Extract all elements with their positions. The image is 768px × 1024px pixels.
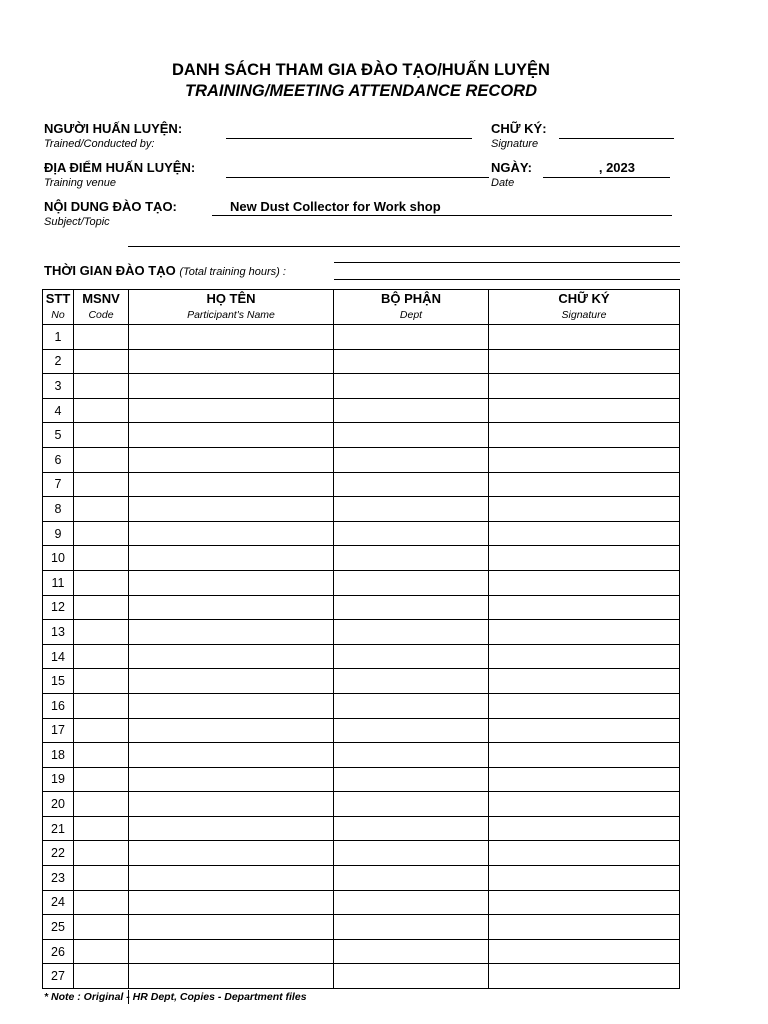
row-number-cell: 21 xyxy=(43,816,74,841)
dept-cell[interactable] xyxy=(334,669,489,694)
participant-name-cell[interactable] xyxy=(129,693,334,718)
subject-field[interactable] xyxy=(212,215,672,216)
participant-name-cell[interactable] xyxy=(129,595,334,620)
participant-name-cell[interactable] xyxy=(129,521,334,546)
column-header-dept: BỘ PHẬN Dept xyxy=(334,290,489,325)
dept-cell[interactable] xyxy=(334,841,489,866)
column-header-code: MSNV Code xyxy=(74,290,129,325)
table-row xyxy=(43,644,680,669)
row-number-cell: 1 xyxy=(43,325,74,350)
employee-code-cell[interactable] xyxy=(74,718,129,743)
table-row xyxy=(43,841,680,866)
dept-cell[interactable] xyxy=(334,521,489,546)
participant-name-cell[interactable] xyxy=(129,349,334,374)
signature-cell[interactable] xyxy=(489,497,680,522)
row-number-cell: 15 xyxy=(43,669,74,694)
signature-cell[interactable] xyxy=(489,718,680,743)
participant-name-cell[interactable] xyxy=(129,767,334,792)
signature-cell[interactable] xyxy=(489,792,680,817)
row-number-cell: 25 xyxy=(43,915,74,940)
signature-cell[interactable] xyxy=(489,964,680,989)
dept-cell[interactable] xyxy=(334,767,489,792)
dept-cell[interactable] xyxy=(334,447,489,472)
row-number-cell: 26 xyxy=(43,939,74,964)
table-row xyxy=(43,349,680,374)
employee-code-cell[interactable] xyxy=(74,325,129,350)
trainer-field[interactable] xyxy=(226,138,472,139)
row-number-cell: 17 xyxy=(43,718,74,743)
participant-name-cell[interactable] xyxy=(129,325,334,350)
signature-cell[interactable] xyxy=(489,915,680,940)
employee-code-cell[interactable] xyxy=(74,693,129,718)
participant-name-cell[interactable] xyxy=(129,374,334,399)
dept-cell[interactable] xyxy=(334,374,489,399)
venue-sublabel: Training venue xyxy=(44,177,116,189)
participant-name-cell[interactable] xyxy=(129,718,334,743)
column-header-no: STT No xyxy=(43,290,74,325)
table-row xyxy=(43,570,680,595)
table-row xyxy=(43,743,680,768)
signature-cell[interactable] xyxy=(489,939,680,964)
column-header-signature: CHỮ KÝ Signature xyxy=(489,290,680,325)
employee-code-cell[interactable] xyxy=(74,964,129,989)
row-number-cell: 6 xyxy=(43,447,74,472)
table-row xyxy=(43,767,680,792)
signature-cell[interactable] xyxy=(489,398,680,423)
row-number-cell: 9 xyxy=(43,521,74,546)
employee-code-cell[interactable] xyxy=(74,497,129,522)
employee-code-cell[interactable] xyxy=(74,546,129,571)
row-number-cell: 22 xyxy=(43,841,74,866)
subject-value: New Dust Collector for Work shop xyxy=(230,199,441,214)
signature-cell[interactable] xyxy=(489,669,680,694)
table-row xyxy=(43,325,680,350)
table-header-row xyxy=(43,290,680,325)
signature-cell[interactable] xyxy=(489,841,680,866)
dept-cell[interactable] xyxy=(334,890,489,915)
dept-cell[interactable] xyxy=(334,816,489,841)
signature-cell[interactable] xyxy=(489,521,680,546)
table-row xyxy=(43,620,680,645)
hours-label xyxy=(44,263,286,278)
employee-code-cell[interactable] xyxy=(74,866,129,891)
participant-name-cell[interactable] xyxy=(129,915,334,940)
row-number-cell: 2 xyxy=(43,349,74,374)
participant-name-cell[interactable] xyxy=(129,743,334,768)
date-label: NGÀY: xyxy=(491,160,532,175)
table-row xyxy=(43,693,680,718)
signature-cell[interactable] xyxy=(489,890,680,915)
participant-name-cell[interactable] xyxy=(129,620,334,645)
participant-name-cell[interactable] xyxy=(129,669,334,694)
hours-field[interactable] xyxy=(334,279,680,280)
dept-cell[interactable] xyxy=(334,620,489,645)
dept-cell[interactable] xyxy=(334,570,489,595)
participant-name-cell[interactable] xyxy=(129,398,334,423)
footer-note: * Note : Original - HR Dept, Copies - Department files xyxy=(44,991,307,1003)
hours-label-vi: THỜI GIAN ĐÀO TẠO xyxy=(44,263,176,278)
signature-cell[interactable] xyxy=(489,349,680,374)
participant-name-cell[interactable] xyxy=(129,644,334,669)
participant-name-cell[interactable] xyxy=(129,816,334,841)
signature-cell[interactable] xyxy=(489,546,680,571)
participant-name-cell[interactable] xyxy=(129,939,334,964)
participant-name-cell[interactable] xyxy=(129,497,334,522)
signature-field[interactable] xyxy=(559,138,674,139)
participant-name-cell[interactable] xyxy=(129,866,334,891)
signature-cell[interactable] xyxy=(489,472,680,497)
row-number-cell: 27 xyxy=(43,964,74,989)
participant-name-cell[interactable] xyxy=(129,546,334,571)
row-number-cell: 10 xyxy=(43,546,74,571)
dept-cell[interactable] xyxy=(334,497,489,522)
table-row xyxy=(43,718,680,743)
dept-cell[interactable] xyxy=(334,325,489,350)
dept-cell[interactable] xyxy=(334,423,489,448)
signature-sublabel: Signature xyxy=(491,138,539,150)
dept-cell[interactable] xyxy=(334,718,489,743)
employee-code-cell[interactable] xyxy=(74,939,129,964)
dept-cell[interactable] xyxy=(334,472,489,497)
participant-name-cell[interactable] xyxy=(129,841,334,866)
dept-cell[interactable] xyxy=(334,349,489,374)
participant-name-cell[interactable] xyxy=(129,890,334,915)
dept-cell[interactable] xyxy=(334,546,489,571)
signature-cell[interactable] xyxy=(489,325,680,350)
subject-continuation-line[interactable] xyxy=(128,246,680,247)
signature-label: CHỮ KÝ: xyxy=(491,121,547,136)
row-number-cell: 11 xyxy=(43,570,74,595)
employee-code-cell[interactable] xyxy=(74,743,129,768)
row-number-cell: 3 xyxy=(43,374,74,399)
employee-code-cell[interactable] xyxy=(74,447,129,472)
dept-cell[interactable] xyxy=(334,792,489,817)
employee-code-cell[interactable] xyxy=(74,669,129,694)
signature-cell[interactable] xyxy=(489,866,680,891)
signature-cell[interactable] xyxy=(489,447,680,472)
table-row xyxy=(43,398,680,423)
signature-cell[interactable] xyxy=(489,620,680,645)
table-row xyxy=(43,447,680,472)
employee-code-cell[interactable] xyxy=(74,767,129,792)
employee-code-cell[interactable] xyxy=(74,398,129,423)
attendance-table xyxy=(42,289,680,989)
participant-name-cell[interactable] xyxy=(129,964,334,989)
table-row xyxy=(43,497,680,522)
footer-divider-mark xyxy=(128,990,129,1004)
trainer-sublabel: Trained/Conducted by: xyxy=(44,138,155,150)
participant-name-cell[interactable] xyxy=(129,570,334,595)
table-row xyxy=(43,890,680,915)
table-row xyxy=(43,472,680,497)
dept-cell[interactable] xyxy=(334,964,489,989)
employee-code-cell[interactable] xyxy=(74,816,129,841)
row-number-cell: 23 xyxy=(43,866,74,891)
table-row xyxy=(43,866,680,891)
table-row xyxy=(43,423,680,448)
subject-label: NỘI DUNG ĐÀO TẠO: xyxy=(44,199,177,214)
employee-code-cell[interactable] xyxy=(74,472,129,497)
table-row xyxy=(43,964,680,989)
signature-cell[interactable] xyxy=(489,374,680,399)
table-row xyxy=(43,595,680,620)
row-number-cell: 20 xyxy=(43,792,74,817)
row-number-cell: 13 xyxy=(43,620,74,645)
employee-code-cell[interactable] xyxy=(74,915,129,940)
employee-code-cell[interactable] xyxy=(74,792,129,817)
employee-code-cell[interactable] xyxy=(74,644,129,669)
row-number-cell: 5 xyxy=(43,423,74,448)
dept-cell[interactable] xyxy=(334,743,489,768)
employee-code-cell[interactable] xyxy=(74,620,129,645)
document-title-english: TRAINING/MEETING ATTENDANCE RECORD xyxy=(185,82,537,100)
date-year-value: , 2023 xyxy=(598,160,635,175)
hours-label-en: (Total training hours) : xyxy=(179,266,286,278)
table-row xyxy=(43,521,680,546)
venue-field[interactable] xyxy=(226,177,489,178)
table-row xyxy=(43,792,680,817)
table-row xyxy=(43,546,680,571)
employee-code-cell[interactable] xyxy=(74,841,129,866)
column-header-name: HỌ TÊN Participant's Name xyxy=(129,290,334,325)
subject-sublabel: Subject/Topic xyxy=(44,216,110,228)
employee-code-cell[interactable] xyxy=(74,521,129,546)
signature-cell[interactable] xyxy=(489,423,680,448)
row-number-cell: 18 xyxy=(43,743,74,768)
employee-code-cell[interactable] xyxy=(74,349,129,374)
participant-name-cell[interactable] xyxy=(129,447,334,472)
employee-code-cell[interactable] xyxy=(74,374,129,399)
row-number-cell: 12 xyxy=(43,595,74,620)
date-sublabel: Date xyxy=(491,177,515,189)
signature-cell[interactable] xyxy=(489,816,680,841)
signature-cell[interactable] xyxy=(489,693,680,718)
row-number-cell: 4 xyxy=(43,398,74,423)
row-number-cell: 19 xyxy=(43,767,74,792)
row-number-cell: 24 xyxy=(43,890,74,915)
signature-cell[interactable] xyxy=(489,644,680,669)
dept-cell[interactable] xyxy=(334,866,489,891)
dept-cell[interactable] xyxy=(334,398,489,423)
row-number-cell: 16 xyxy=(43,693,74,718)
dept-cell[interactable] xyxy=(334,693,489,718)
employee-code-cell[interactable] xyxy=(74,595,129,620)
date-field[interactable] xyxy=(543,177,670,178)
row-number-cell: 7 xyxy=(43,472,74,497)
signature-cell[interactable] xyxy=(489,595,680,620)
row-number-cell: 8 xyxy=(43,497,74,522)
dept-cell[interactable] xyxy=(334,915,489,940)
table-row xyxy=(43,669,680,694)
signature-cell[interactable] xyxy=(489,743,680,768)
signature-cell[interactable] xyxy=(489,767,680,792)
dept-cell[interactable] xyxy=(334,595,489,620)
document-title-vietnamese: DANH SÁCH THAM GIA ĐÀO TẠO/HUẤN LUYỆN xyxy=(172,61,550,79)
participant-name-cell[interactable] xyxy=(129,423,334,448)
employee-code-cell[interactable] xyxy=(74,570,129,595)
dept-cell[interactable] xyxy=(334,644,489,669)
employee-code-cell[interactable] xyxy=(74,890,129,915)
employee-code-cell[interactable] xyxy=(74,423,129,448)
table-row xyxy=(43,816,680,841)
table-row xyxy=(43,374,680,399)
participant-name-cell[interactable] xyxy=(129,472,334,497)
table-row xyxy=(43,915,680,940)
row-number-cell: 14 xyxy=(43,644,74,669)
trainer-label: NGƯỜI HUẤN LUYỆN: xyxy=(44,121,183,136)
hours-field-top-line xyxy=(334,262,680,263)
participant-name-cell[interactable] xyxy=(129,792,334,817)
table-row xyxy=(43,939,680,964)
dept-cell[interactable] xyxy=(334,939,489,964)
signature-cell[interactable] xyxy=(489,570,680,595)
venue-label: ĐỊA ĐIỂM HUẤN LUYỆN: xyxy=(44,160,196,175)
